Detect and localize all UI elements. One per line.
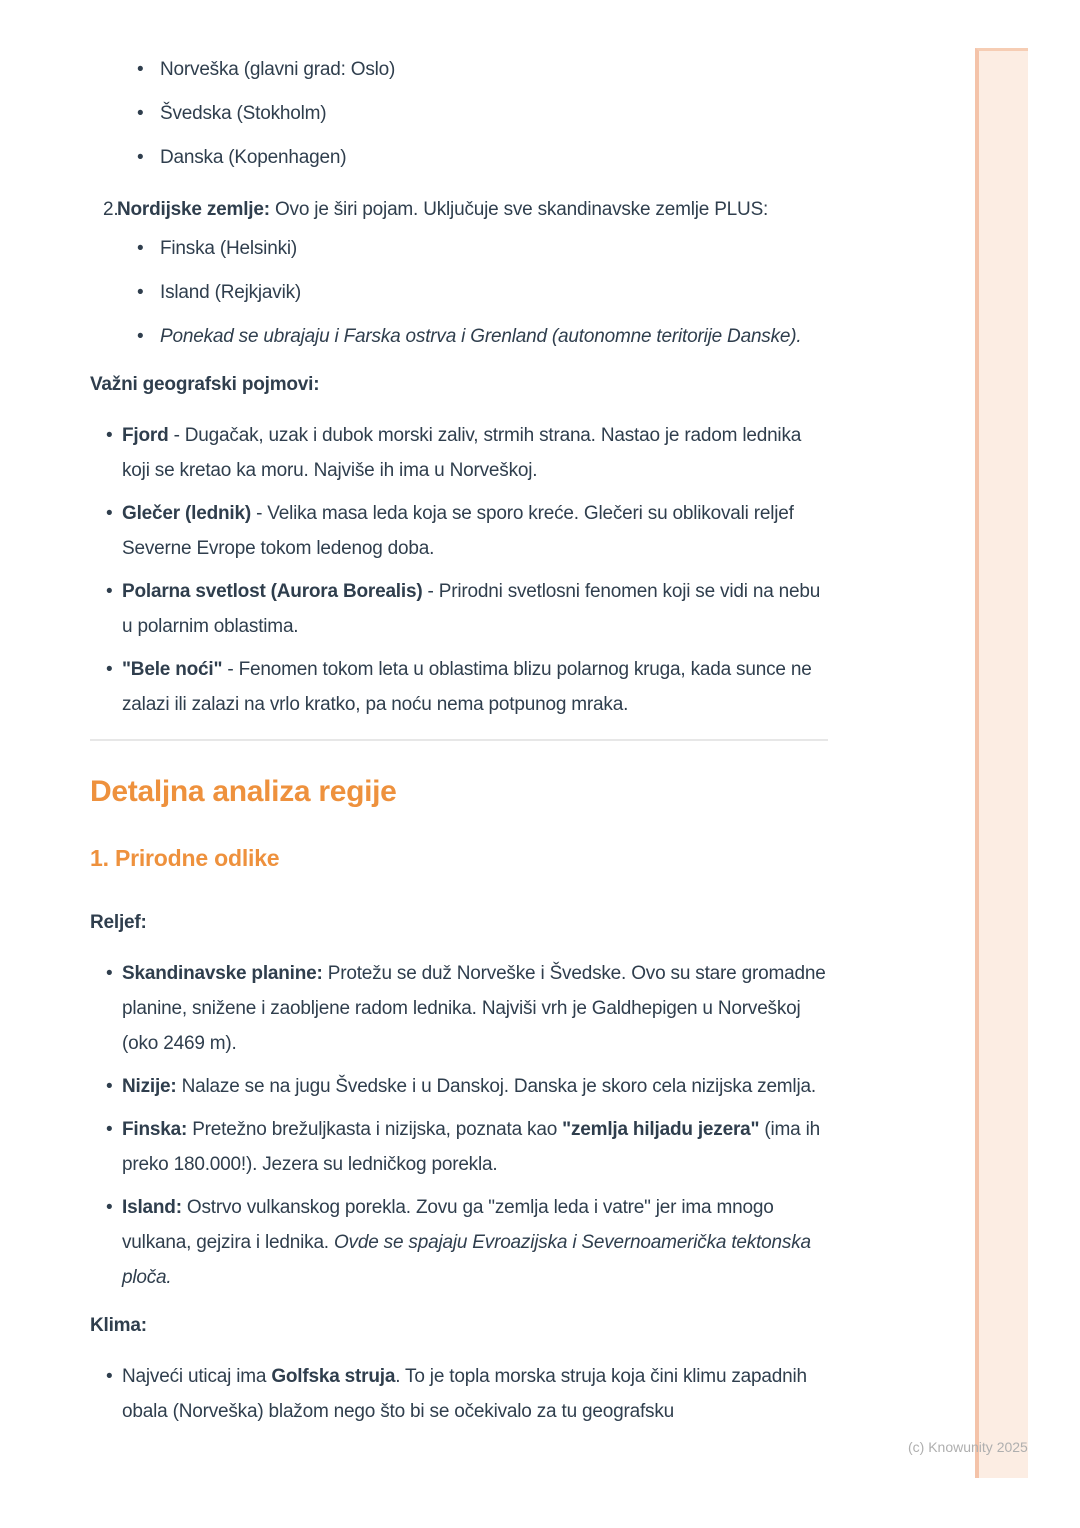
bullet-icon: • (106, 1076, 113, 1097)
list-item-text: Norveška (glavni grad: Oslo) (160, 59, 396, 80)
bullet-icon: • (137, 282, 144, 303)
bullet-icon: • (106, 1197, 113, 1218)
bullet-icon: • (106, 581, 113, 602)
list-item (90, 140, 830, 175)
list-item (90, 956, 830, 1061)
page-edge-stripe (975, 48, 1028, 1478)
list-item (90, 1069, 830, 1104)
numbered-item-text: Nordijske zemlje: Ovo je širi pojam. Uključuje sve skandinavske zemlje PLUS: (117, 199, 769, 220)
bullet-icon: • (106, 659, 113, 680)
bullet-icon: • (137, 238, 144, 259)
climate-heading: Klima: (90, 1315, 147, 1336)
list-item (90, 496, 830, 566)
list-item-text: Polarna svetlost (Aurora Borealis) - Prirodni svetlosni fenomen koji se vidi na nebu u polarnim oblastima. (122, 581, 821, 637)
numbered-item-nordic (90, 192, 830, 227)
copyright-watermark: (c) Knowunity 2025 (908, 1439, 1028, 1455)
subsection-title: 1. Prirodne odlike (90, 845, 280, 871)
list-item-text: Finska: Pretežno brežuljkasta i nizijska, poznata kao "zemlja hiljadu jezera" (ima ih preko 180.000!). Jezera su ledničkog porekla. (122, 1119, 821, 1175)
bullet-icon: • (106, 503, 113, 524)
list-item-text: Ponekad se ubrajaju i Farska ostrva i Grenland (autonomne teritorije Danske). (160, 326, 802, 347)
bullet-icon: • (137, 326, 144, 347)
list-item (90, 52, 830, 87)
list-item-text: "Bele noći" - Fenomen tokom leta u oblastima blizu polarnog kruga, kada sunce ne zalazi ili zalazi na vrlo kratko, pa noću nema potpunog mraka. (122, 659, 812, 715)
list-item-text: Fjord - Dugačak, uzak i dubok morski zaliv, strmih strana. Nastao je radom lednika koji se kretao ka moru. Najviše ih ima u Norveškoj. (122, 425, 802, 481)
list-item (90, 319, 830, 354)
list-item-text: Najveći uticaj ima Golfska struja. To je topla morska struja koja čini klimu zapadnih obala (Norveška) blažom nego što bi se očekivalo za tu geografsku (122, 1366, 807, 1422)
climate-list (90, 1359, 830, 1429)
list-item-text: Island (Rejkjavik) (160, 282, 302, 303)
scandinavian-countries-list (90, 52, 830, 175)
list-item-text: Skandinavske planine: Protežu se duž Norveške i Švedske. Ovo su stare gromadne planine, snižene i zaobljene radom lednika. Najviši vrh je Galdhepigen u Norveškoj (oko 2469 m). (122, 963, 826, 1054)
section-title: Detaljna analiza regije (90, 775, 397, 808)
list-item (90, 1112, 830, 1182)
bullet-icon: • (106, 425, 113, 446)
list-item (90, 652, 830, 722)
section-divider (90, 739, 828, 741)
list-item (90, 275, 830, 310)
list-item (90, 1359, 830, 1429)
bullet-icon: • (137, 103, 144, 124)
list-item-text: Glečer (lednik) - Velika masa leda koja se sporo kreće. Glečeri su oblikovali reljef Severne Evrope tokom ledenog doba. (122, 503, 794, 559)
bullet-icon: • (106, 963, 113, 984)
list-item (90, 1190, 830, 1295)
bullet-icon: • (137, 59, 144, 80)
list-item-text: Danska (Kopenhagen) (160, 147, 347, 168)
bullet-icon: • (106, 1366, 113, 1387)
bullet-icon: • (106, 1119, 113, 1140)
list-item-text: Švedska (Stokholm) (160, 103, 327, 124)
geographic-terms-list (90, 418, 830, 722)
list-item-text: Island: Ostrvo vulkanskog porekla. Zovu ga "zemlja leda i vatre" jer ima mnogo vulkana, gejzira i lednika. Ovde se spajaju Evroazijska i Severnoamerička tektonska ploča. (122, 1197, 811, 1288)
nordic-countries-list (90, 231, 830, 354)
relief-heading: Reljef: (90, 912, 147, 933)
list-item-text: Finska (Helsinki) (160, 238, 298, 259)
relief-list (90, 956, 830, 1295)
list-item-text: Nizije: Nalaze se na jugu Švedske i u Danskoj. Danska je skoro cela nizijska zemlja. (122, 1076, 816, 1097)
terms-heading: Važni geografski pojmovi: (90, 374, 320, 395)
list-number: 2. (103, 199, 119, 220)
list-item (90, 96, 830, 131)
list-item (90, 418, 830, 488)
list-item (90, 231, 830, 266)
bullet-icon: • (137, 147, 144, 168)
document-content (90, 40, 830, 1437)
list-item (90, 574, 830, 644)
